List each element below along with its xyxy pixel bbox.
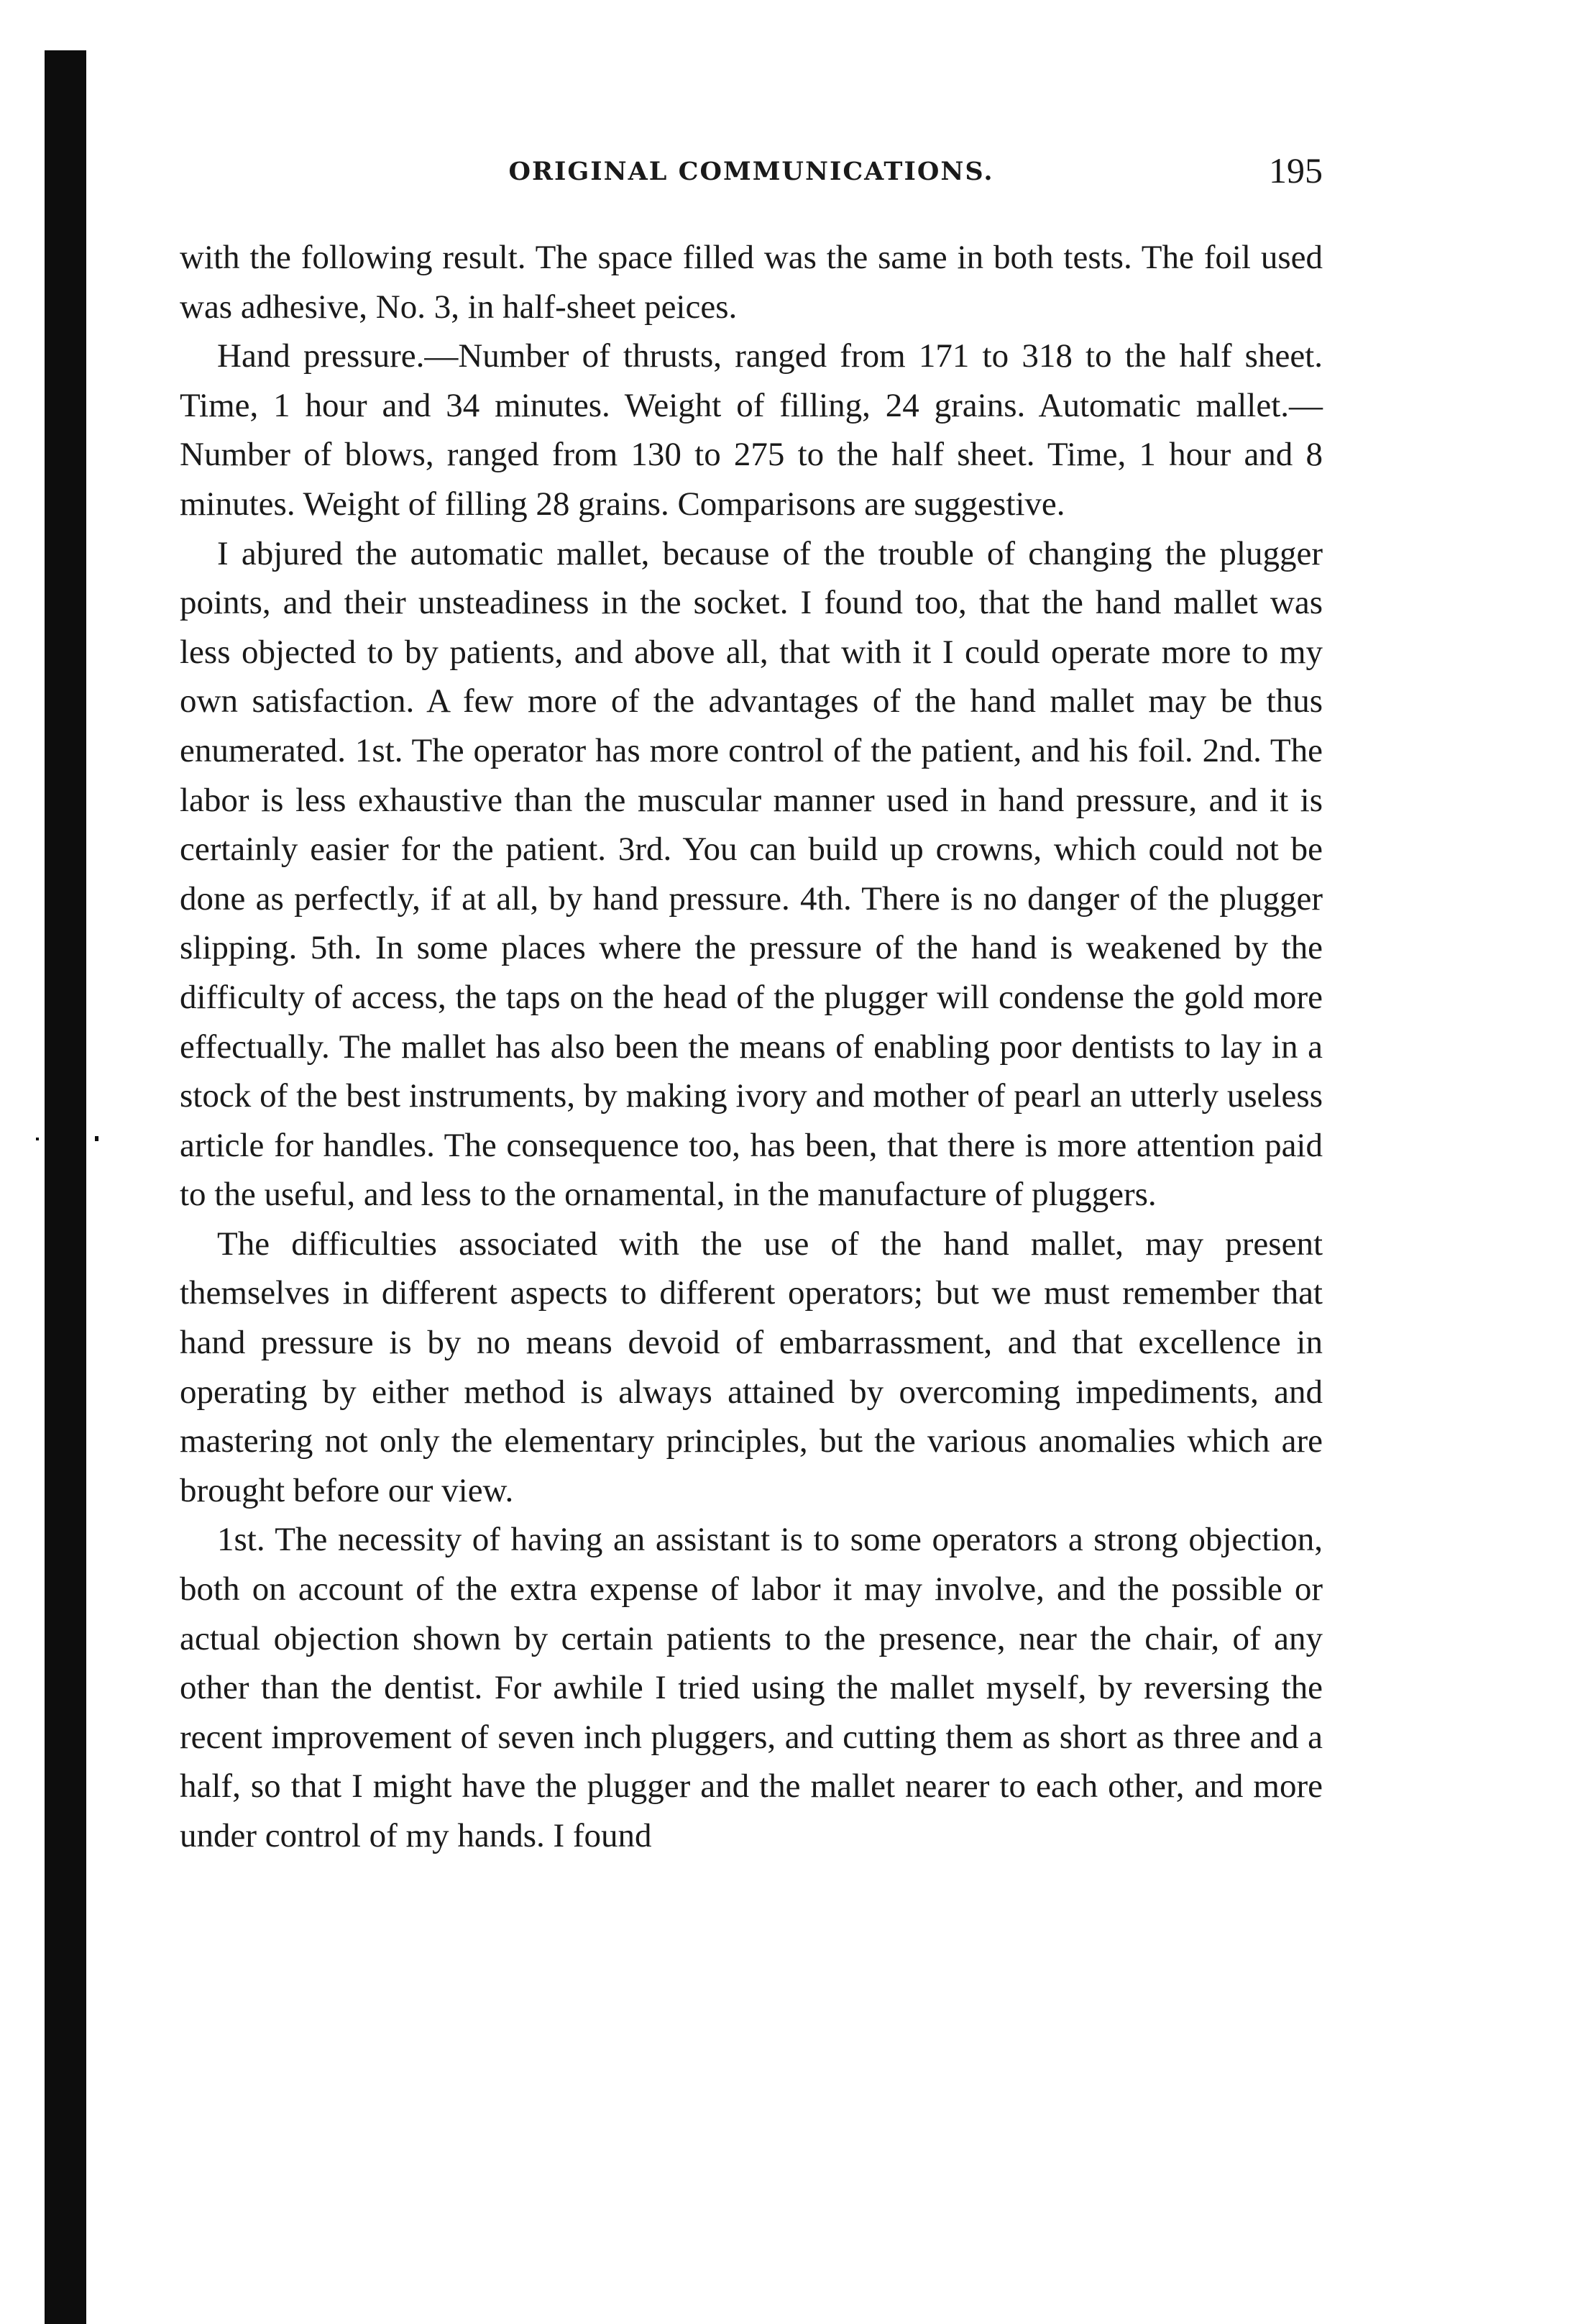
paragraph: The difficulties associated with the use of the hand mallet, may present themselves in different aspects to different operators; but we must remember that hand pressure is by no means devoid of embarrassment, and that excellence in operating by either method is always attained by overcoming impediments, and mastering not only the elementary principles, but the various anomalies which are brought before our view. bbox=[180, 1225, 1323, 1509]
body-text bbox=[180, 233, 1323, 1861]
running-head-title: ORIGINAL COMMUNICATIONS. bbox=[508, 157, 994, 186]
scan-gutter-shadow bbox=[45, 50, 86, 2324]
scan-speck bbox=[36, 1138, 39, 1140]
page-number: 195 bbox=[1269, 150, 1323, 191]
running-head bbox=[180, 144, 1323, 209]
paragraph: 1st. The necessity of having an assistant is to some operators a strong objection, both on account of the extra expense of labor it may involve, and the possible or actual objection shown by certain patients to the presence, near the chair, of any other than the dentist. For awhile I tried using the mallet myself, by reversing the recent improvement of seven inch pluggers, and cutting them as short as three and a half, so that I might have the plugger and the mallet nearer to each other, and more under control of my hands. I found bbox=[180, 1521, 1323, 1854]
scan-speck bbox=[95, 1136, 98, 1141]
paragraph: I abjured the automatic mallet, because of the trouble of changing the plugger points, and their unsteadiness in the socket. I found too, that the hand mallet was less objected to by patients, and above all, that with it I could operate more to my own satisfaction. A few more of the advantages of the hand mallet may be thus enumerated. 1st. The operator has more control of the patient, and his foil. 2nd. The labor is less exhaustive than the muscular manner used in hand pressure, and it is certainly easier for the patient. 3rd. You can build up crowns, which could not be done as perfectly, if at all, by hand pressure. 4th. There is no danger of the plugger slipping. 5th. In some places where the pressure of the hand is weakened by the difficulty of access, the taps on the head of the plugger will condense the gold more effectually. The mallet has also been the means of enabling poor dentists to lay in a stock of the best instruments, by making ivory and mother of pearl an utterly useless article for handles. The consequence too, has been, that there is more attention paid to the useful, and less to the ornamental, in the manufacture of pluggers. bbox=[180, 534, 1323, 1214]
book-page bbox=[180, 144, 1323, 1861]
paragraph: with the following result. The space filled was the same in both tests. The foil used was adhesive, No. 3, in half-sheet peices. bbox=[180, 239, 1323, 326]
paragraph: Hand pressure.—Number of thrusts, ranged from 171 to 318 to the half sheet. Time, 1 hour and 34 minutes. Weight of filling, 24 grains. Automatic mallet.—Number of blows, ranged from 130 to 275 to the half sheet. Time, 1 hour and 8 minutes. Weight of filling 28 grains. Comparisons are suggestive. bbox=[180, 337, 1323, 523]
